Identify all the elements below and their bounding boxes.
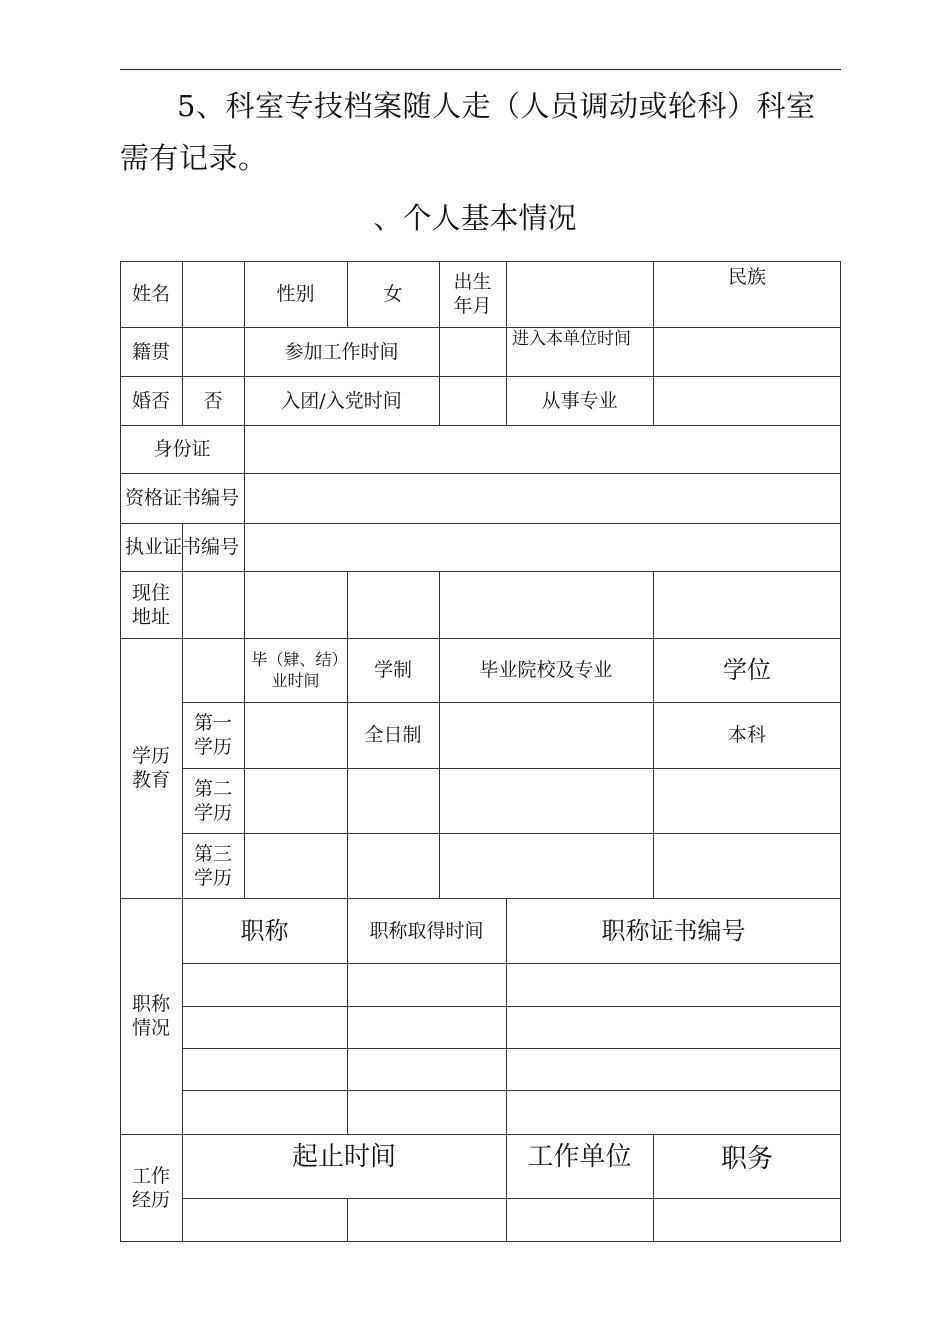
work-row1-position[interactable] [653, 1198, 841, 1242]
work-row1-end[interactable] [347, 1198, 506, 1242]
education-section-label [120, 638, 182, 898]
edu3-system[interactable] [347, 833, 439, 898]
work-row1-start[interactable] [182, 1198, 347, 1242]
title-header: 职称 [240, 916, 289, 945]
edu1-degree[interactable]: 本科 [727, 724, 766, 746]
title-row3-cert[interactable] [506, 1048, 841, 1090]
edu3-label-line2: 学历 [193, 866, 232, 889]
birth-label-line1: 出生 [453, 271, 492, 293]
notice-text: 5、科室专技档案随人走（人员调动或轮科）科室需有记录。 [120, 89, 816, 175]
work-label-line2: 经历 [131, 1189, 170, 1211]
section-title: 、个人基本情况 [373, 201, 577, 235]
marital-label: 婚否 [131, 389, 170, 412]
education-label-line1: 学历 [131, 745, 170, 767]
position-header: 职务 [720, 1144, 773, 1174]
title-row4-title[interactable] [182, 1090, 347, 1134]
edu3-graduation-time[interactable] [244, 833, 347, 898]
education-row-label [182, 833, 244, 898]
edu2-school-major[interactable] [439, 768, 653, 833]
address-field[interactable] [182, 571, 841, 638]
party-join-field[interactable] [439, 376, 506, 425]
edu2-label-line1: 第二 [193, 777, 232, 800]
birth-label [439, 261, 506, 327]
title-cert-no-header: 职称证书编号 [601, 916, 746, 945]
native-place-label: 籍贯 [131, 340, 170, 363]
school-major-header: 毕业院校及专业 [479, 659, 613, 681]
education-label-line2: 教育 [131, 769, 170, 791]
titles-label-line2: 情况 [131, 1017, 170, 1039]
edu2-system[interactable] [347, 768, 439, 833]
title-row2-time[interactable] [347, 1006, 506, 1048]
native-place-field[interactable] [182, 327, 244, 376]
qualification-cert-label: 资格证书编号 [124, 487, 239, 509]
title-row1-cert[interactable] [506, 963, 841, 1006]
gender-label: 性别 [276, 283, 315, 305]
birth-field[interactable] [506, 261, 653, 327]
address-label-line1: 现住 [131, 581, 170, 604]
top-rule [120, 69, 841, 70]
address-label [120, 571, 182, 638]
birth-label-line2: 年月 [453, 295, 492, 317]
edu1-system[interactable]: 全日制 [364, 724, 422, 746]
id-card-field[interactable] [244, 425, 841, 473]
edu1-label-line2: 学历 [193, 736, 232, 758]
system-header: 学制 [373, 659, 412, 681]
work-label-line1: 工作 [131, 1165, 170, 1187]
work-start-label: 参加工作时间 [284, 340, 399, 363]
qualification-cert-field[interactable] [244, 473, 841, 523]
titles-section-label [120, 898, 182, 1134]
ethnicity-label: 民族 [727, 266, 766, 288]
name-field[interactable] [182, 261, 244, 327]
degree-header: 学位 [723, 656, 771, 684]
join-unit-field[interactable] [653, 327, 841, 376]
title-row1-time[interactable] [347, 963, 506, 1006]
edu3-label-line1: 第三 [193, 842, 232, 865]
edu1-school-major[interactable] [439, 702, 653, 768]
id-card-label: 身份证 [153, 438, 211, 460]
graduation-time-header: 毕（肄、结）业时间 [251, 650, 340, 690]
party-join-label: 入团/入党时间 [281, 389, 402, 412]
personal-info-table [120, 261, 841, 1242]
specialty-label: 从事专业 [541, 389, 618, 412]
work-row1-unit[interactable] [506, 1198, 653, 1242]
specialty-field[interactable] [653, 376, 841, 425]
title-row2-title[interactable] [182, 1006, 347, 1048]
period-header: 起止时间 [291, 1142, 396, 1172]
titles-label-line1: 职称 [131, 993, 170, 1015]
work-unit-header: 工作单位 [527, 1142, 632, 1172]
title-row4-time[interactable] [347, 1090, 506, 1134]
title-row2-cert[interactable] [506, 1006, 841, 1048]
title-row4-cert[interactable] [506, 1090, 841, 1134]
title-row3-time[interactable] [347, 1048, 506, 1090]
edu2-degree[interactable] [653, 768, 841, 833]
edu3-school-major[interactable] [439, 833, 653, 898]
marital-field[interactable]: 否 [203, 389, 223, 412]
name-label: 姓名 [131, 283, 170, 305]
education-row-label [182, 702, 244, 768]
join-unit-label: 进入本单位时间 [512, 329, 631, 349]
edu2-graduation-time[interactable] [244, 768, 347, 833]
edu1-label-line1: 第一 [193, 712, 232, 734]
title-row3-title[interactable] [182, 1048, 347, 1090]
edu1-graduation-time[interactable] [244, 702, 347, 768]
work-start-field[interactable] [439, 327, 506, 376]
edu3-degree[interactable] [653, 833, 841, 898]
edu2-label-line2: 学历 [193, 801, 232, 824]
practice-cert-label: 执业证书编号 [124, 536, 239, 558]
work-section-label [120, 1134, 182, 1242]
title-row1-title[interactable] [182, 963, 347, 1006]
practice-cert-field[interactable] [244, 523, 841, 571]
gender-field[interactable]: 女 [383, 283, 403, 305]
title-obtained-time-header: 职称取得时间 [369, 919, 484, 942]
address-label-line2: 地址 [131, 605, 170, 628]
education-row-label [182, 768, 244, 833]
